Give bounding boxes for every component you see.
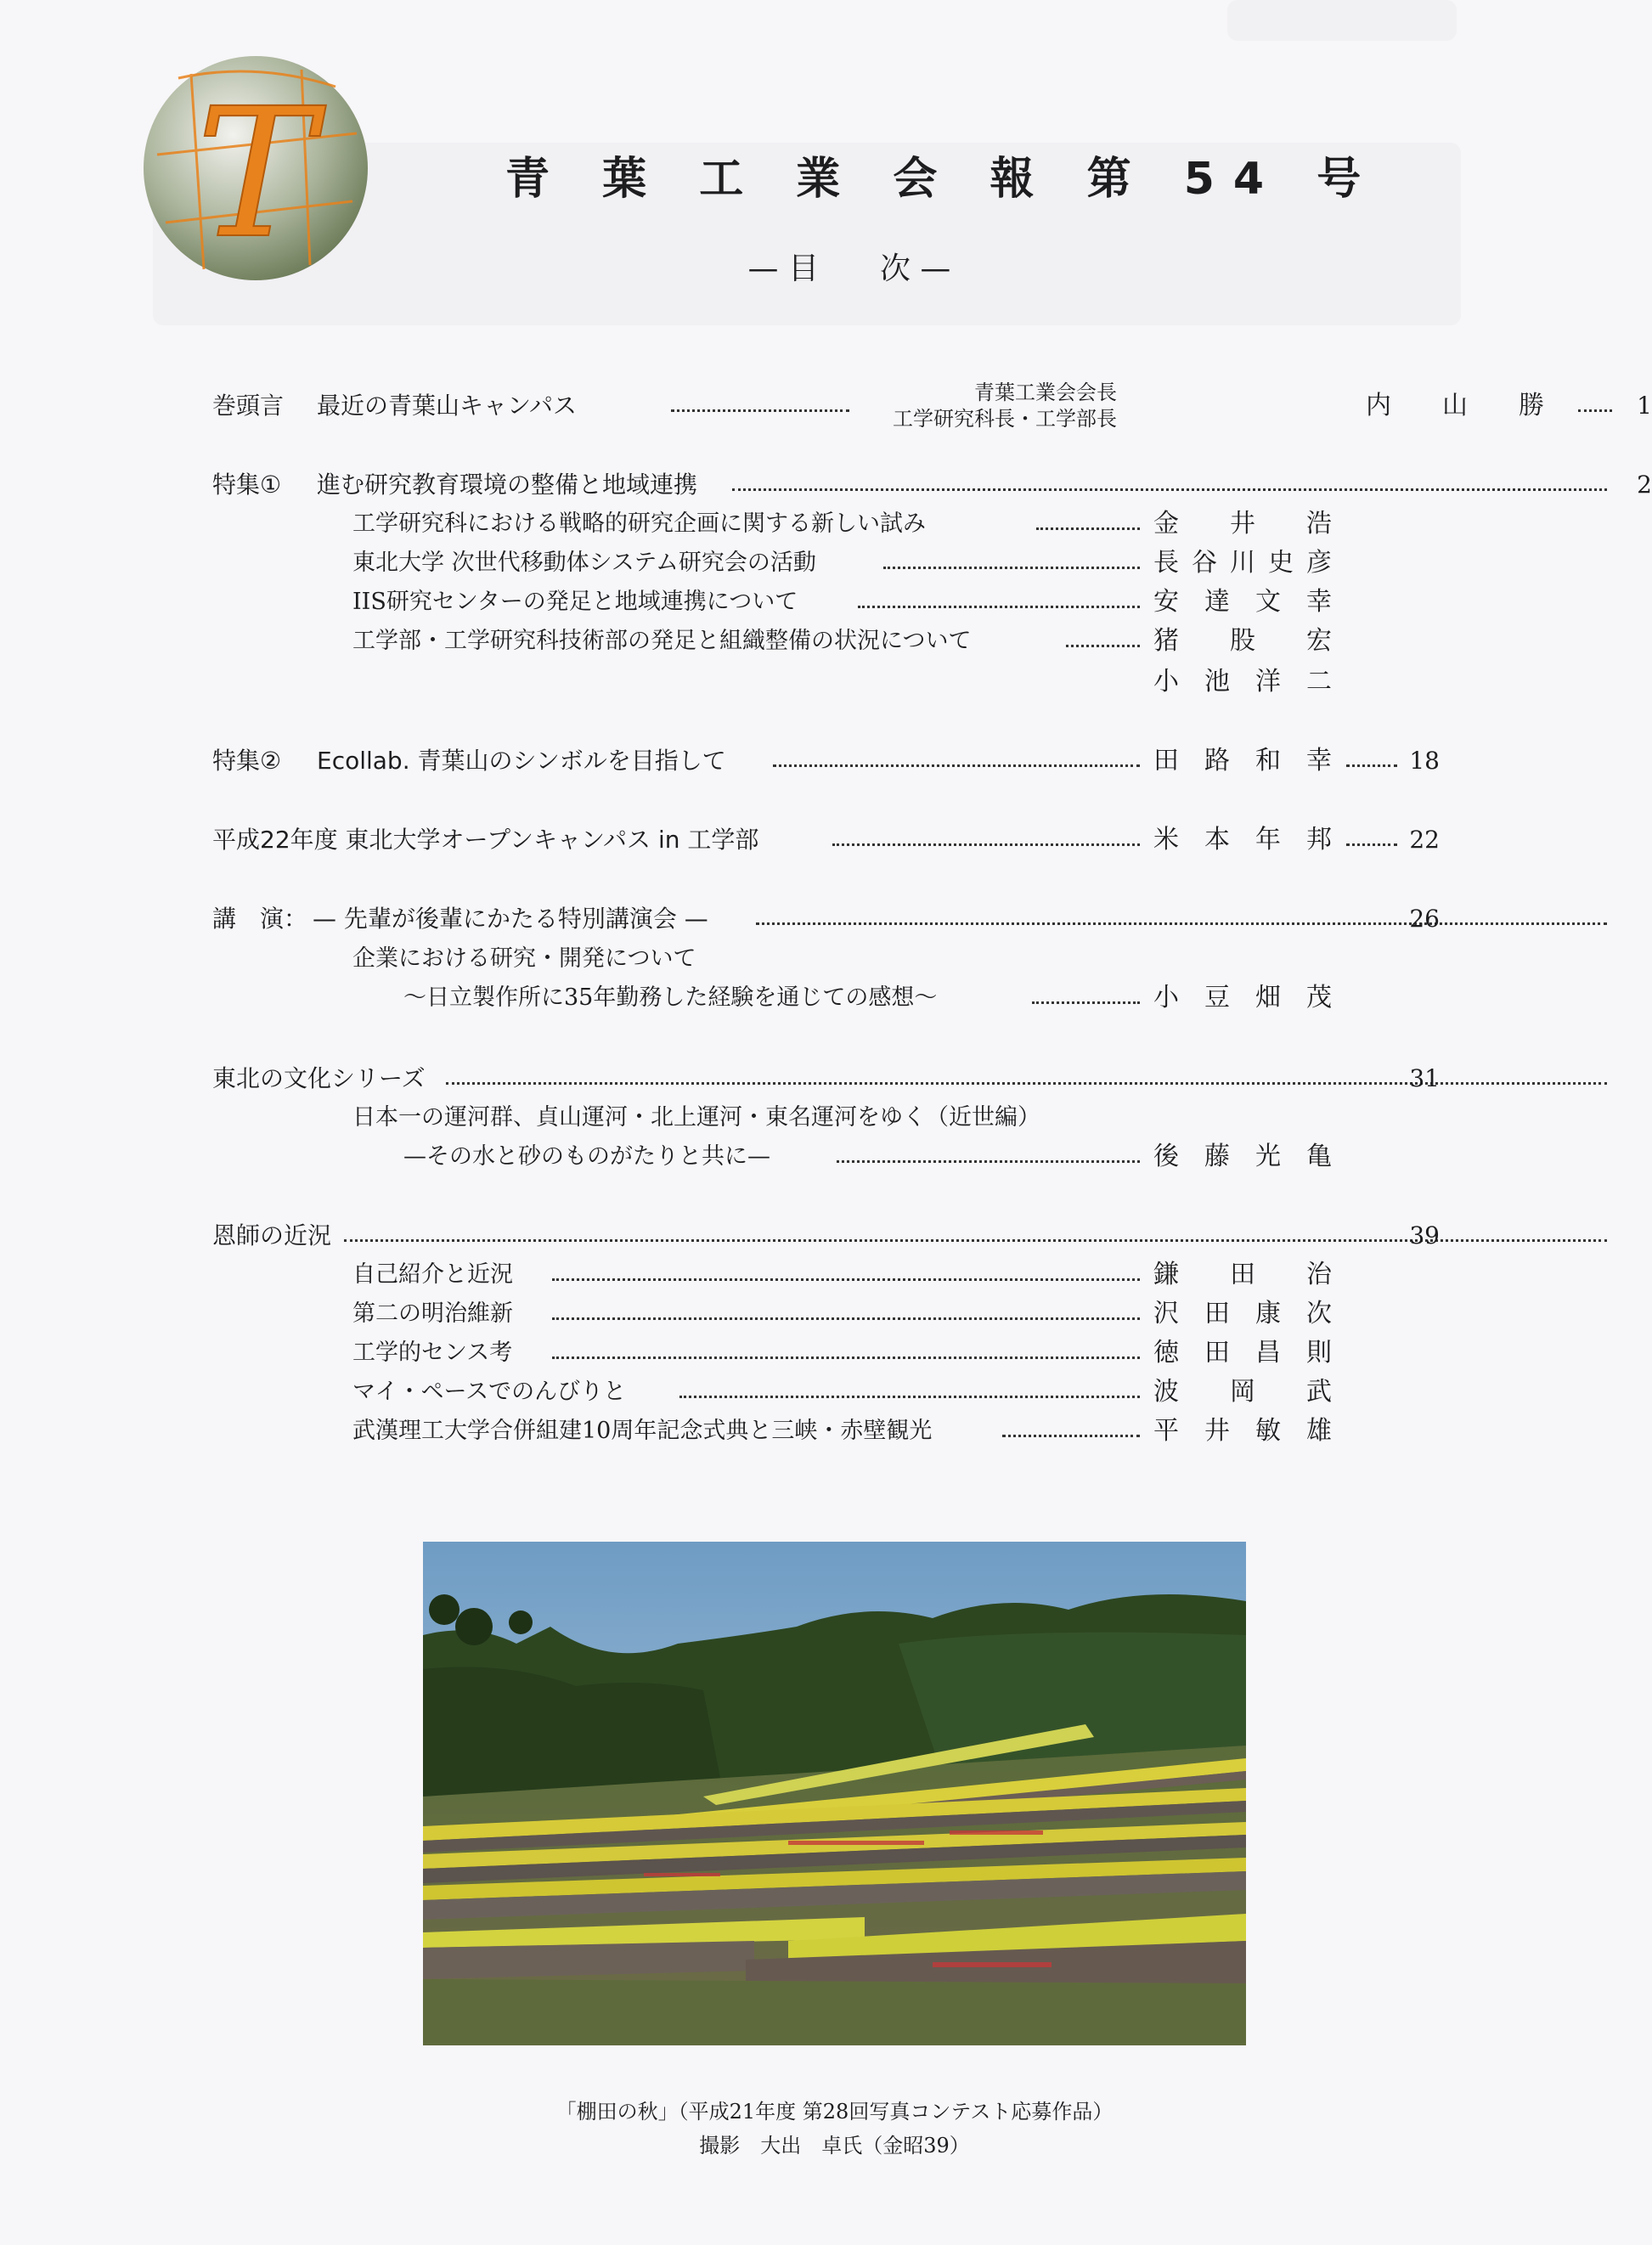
- toc-author: 猪股宏: [1153, 626, 1332, 656]
- toc-category: 巻頭言: [212, 392, 285, 420]
- toc-subitem-title: 企業における研究・開発について: [352, 945, 696, 972]
- toc-page-number: 2: [1637, 471, 1652, 499]
- logo-letter: T: [195, 70, 316, 278]
- toc-title: 最近の青葉山キャンパス: [317, 392, 578, 420]
- toc-author: 平井敏雄: [1153, 1416, 1332, 1446]
- leader-dots: [832, 843, 1140, 846]
- author-role: 青葉工業会会長: [974, 381, 1117, 404]
- toc-subitem-title: 武漢理工大学合併組建10周年記念式典と三峡・赤壁観光: [352, 1418, 933, 1444]
- toc-subitem[interactable]: [0, 1295, 1444, 1334]
- toc-subitem: [0, 939, 1444, 979]
- toc-author: 波岡武: [1153, 1377, 1332, 1407]
- toc-subitem-title: マイ・ペースでのんびりと: [352, 1379, 627, 1405]
- toc-author: 後藤光亀: [1153, 1142, 1332, 1171]
- leader-dots: [837, 1160, 1140, 1163]
- journal-title: 青 葉 工 業 会 報 第 54 号: [505, 154, 1380, 205]
- toc-subitem[interactable]: [0, 583, 1444, 622]
- toc-author: 田路和幸: [1153, 746, 1332, 776]
- toc-entry-kouen[interactable]: [212, 900, 1444, 939]
- toc-subitem-title: IIS研究センターの発足と地域連携について: [352, 589, 798, 615]
- leader-dots: [756, 922, 1607, 925]
- toc-subitem-title: 自己紹介と近況: [352, 1261, 513, 1288]
- toc-category: 特集①: [212, 471, 282, 499]
- toc-entry-opencampus[interactable]: [212, 821, 1444, 860]
- leader-dots: [1032, 1001, 1140, 1004]
- toc-subitem-title: 第二の明治維新: [352, 1300, 513, 1327]
- contents-heading: — 目 次 —: [747, 251, 951, 286]
- toc-author: 小池洋二: [1153, 667, 1332, 697]
- terraced-rice-field-photo: [423, 1542, 1246, 2045]
- leader-dots: [883, 567, 1140, 569]
- toc-author: 徳田昌則: [1153, 1338, 1332, 1368]
- leader-dots: [552, 1278, 1140, 1281]
- toc-author: 米本年邦: [1153, 825, 1332, 855]
- author-role: 工学研究科長・工学部長: [893, 407, 1117, 431]
- toc-category: 講 演：: [212, 905, 308, 933]
- toc-title: 東北の文化シリーズ: [212, 1064, 426, 1092]
- toc-author: 金井浩: [1153, 509, 1332, 539]
- leader-dots: [1002, 1435, 1140, 1437]
- toc-subitem[interactable]: [0, 505, 1444, 544]
- toc-subitem-title: 工学研究科における戦略的研究企画に関する新しい試み: [352, 510, 926, 537]
- toc-subitem[interactable]: [0, 1334, 1444, 1373]
- leader-dots: [552, 1357, 1140, 1359]
- toc-subitem-title: 東北大学 次世代移動体システム研究会の活動: [352, 550, 816, 576]
- toc-subitem[interactable]: [0, 544, 1444, 583]
- toc-author: 長谷川史彦: [1153, 548, 1332, 578]
- leader-dots: [679, 1396, 1140, 1398]
- toc-entry-tokushu2[interactable]: [212, 742, 1444, 781]
- toc-subitem-subtitle: 〜日立製作所に35年勤務した経験を通じての感想〜: [403, 984, 938, 1011]
- toc-author: 安達文幸: [1153, 587, 1332, 617]
- toc-page-number: 22: [1409, 826, 1440, 854]
- toc-subitem[interactable]: [0, 979, 1444, 1018]
- toc-entry-tokushu1[interactable]: [212, 465, 1652, 505]
- photo-credit: 撮影 大出 卓氏（金昭39）: [699, 2134, 970, 2158]
- toc-page-number: 39: [1409, 1221, 1440, 1249]
- leader-dots: [671, 409, 849, 412]
- journal-logo-icon: [140, 53, 371, 284]
- leader-dots: [773, 764, 1140, 767]
- toc-author: 内山勝: [1366, 391, 1544, 420]
- leader-dots: [858, 606, 1140, 608]
- toc-subitem[interactable]: [0, 1373, 1444, 1412]
- leader-dots: [1066, 645, 1140, 647]
- toc-subitem[interactable]: [0, 1137, 1444, 1176]
- toc-subitem[interactable]: [0, 622, 1444, 661]
- toc-page-number: 26: [1409, 905, 1440, 933]
- toc-title: Ecollab. 青葉山のシンボルを目指して: [317, 747, 726, 775]
- leader-dots: [1036, 527, 1140, 530]
- photo-caption: 「棚田の秋」（平成21年度 第28回写真コンテスト応募作品）: [555, 2100, 1114, 2124]
- toc-title: 恩師の近況: [212, 1221, 332, 1249]
- toc-author: 小豆畑茂: [1153, 983, 1332, 1013]
- toc-title: 進む研究教育環境の整備と地域連携: [317, 471, 698, 499]
- toc-entry-bunka[interactable]: [212, 1059, 1444, 1098]
- toc-entry-onshi[interactable]: [212, 1216, 1444, 1255]
- toc-subitem-subtitle: —その水と砂のものがたりと共に—: [403, 1143, 770, 1170]
- toc-author: 鎌田治: [1153, 1260, 1332, 1289]
- toc-title: 平成22年度 東北大学オープンキャンパス in 工学部: [212, 826, 759, 854]
- toc-page-number: 1: [1637, 392, 1652, 420]
- toc-subitem: [0, 1098, 1444, 1137]
- toc-subitem-title: 工学的センス考: [352, 1340, 513, 1366]
- show-through-block-right: [1227, 0, 1457, 41]
- leader-dots: [732, 488, 1607, 491]
- toc-subitem-title: 日本一の運河群、貞山運河・北上運河・東名運河をゆく（近世編）: [352, 1104, 1040, 1131]
- leader-dots: [552, 1317, 1140, 1320]
- toc-category: 特集②: [212, 747, 282, 775]
- toc-author: 沢田康次: [1153, 1299, 1332, 1328]
- toc-subitem[interactable]: [0, 1412, 1444, 1451]
- toc-page-number: 18: [1409, 747, 1440, 775]
- toc-subitem-title: 工学部・工学研究科技術部の発足と組織整備の状況について: [352, 628, 972, 654]
- toc-subitem[interactable]: [0, 1255, 1444, 1295]
- toc-title: — 先輩が後輩にかたる特別講演会 —: [313, 905, 708, 933]
- toc-page-number: 31: [1409, 1064, 1440, 1092]
- toc-subitem[interactable]: [0, 663, 1444, 702]
